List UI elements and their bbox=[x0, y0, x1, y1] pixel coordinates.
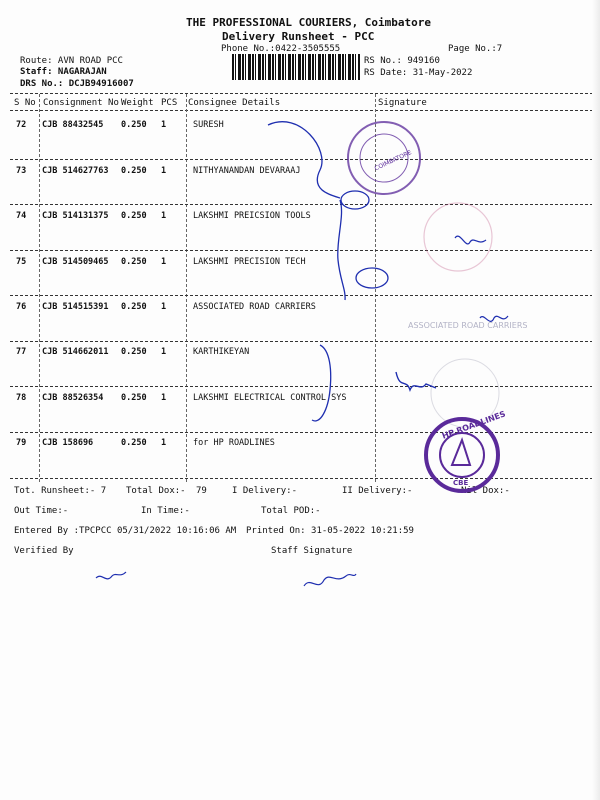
col-sno: S No bbox=[14, 98, 36, 108]
row-sno: 79 bbox=[16, 438, 27, 448]
row-consignee: NITHYANANDAN DEVARAAJ bbox=[193, 166, 301, 176]
faint-pink-stamp bbox=[424, 203, 492, 271]
row-sno: 78 bbox=[16, 393, 27, 403]
rs-number: RS No.: 949160 bbox=[364, 56, 440, 66]
col-signature: Signature bbox=[378, 98, 427, 108]
row-weight: 0.250 bbox=[121, 393, 147, 403]
row-consignment: CJB 88526354 bbox=[42, 393, 104, 403]
row-consignment: CJB 514662011 bbox=[42, 347, 109, 357]
coimbatore-stamp-text: COIMBATORE bbox=[373, 149, 413, 173]
col-consignee: Consignee Details bbox=[188, 98, 281, 108]
row-sno: 72 bbox=[16, 120, 27, 130]
row-sno: 73 bbox=[16, 166, 27, 176]
col-pcs: PCS bbox=[161, 98, 178, 108]
row-consignment: CJB 514515391 bbox=[42, 302, 109, 312]
row-consignee: SURESH bbox=[193, 120, 224, 130]
row-weight: 0.250 bbox=[121, 166, 147, 176]
row-consignment: CJB 514131375 bbox=[42, 211, 109, 221]
row-weight: 0.250 bbox=[121, 347, 147, 357]
document-title: Delivery Runsheet - PCC bbox=[222, 30, 375, 43]
row-pcs: 1 bbox=[161, 120, 167, 130]
verified-by: Verified By bbox=[14, 546, 74, 556]
row-pcs: 1 bbox=[161, 393, 167, 403]
row-consignee: for HP ROADLINES bbox=[193, 438, 275, 448]
row-pcs: 1 bbox=[161, 257, 167, 267]
row-pcs: 1 bbox=[161, 347, 167, 357]
row-weight: 0.250 bbox=[121, 211, 147, 221]
nil-dox: Nil Dox:- bbox=[461, 486, 510, 496]
drs-number: DRS No.: DCJB94916007 bbox=[20, 79, 134, 89]
total-dox-label: Total Dox:- bbox=[126, 486, 186, 496]
entered-by: Entered By :TPCPCC 05/31/2022 10:16:06 AM bbox=[14, 526, 237, 536]
company-name: THE PROFESSIONAL COURIERS, Coimbatore bbox=[186, 16, 432, 29]
row-consignment: CJB 514627763 bbox=[42, 166, 109, 176]
row-sno: 77 bbox=[16, 347, 27, 357]
row-sno: 75 bbox=[16, 257, 27, 267]
row-weight: 0.250 bbox=[121, 302, 147, 312]
row-consignee: KARTHIKEYAN bbox=[193, 347, 250, 357]
row-pcs: 1 bbox=[161, 211, 167, 221]
row-consignee: LAKSHMI ELECTRICAL CONTROL SYS bbox=[193, 393, 347, 403]
row-weight: 0.250 bbox=[121, 120, 147, 130]
staff-signature-label: Staff Signature bbox=[271, 546, 353, 556]
total-dox-value: 79 bbox=[196, 486, 207, 496]
printed-on: Printed On: 31-05-2022 10:21:59 bbox=[246, 526, 414, 536]
row-weight: 0.250 bbox=[121, 438, 147, 448]
page-number: Page No.:7 bbox=[448, 44, 503, 54]
row-sno: 76 bbox=[16, 302, 27, 312]
page-edge-shadow bbox=[592, 0, 600, 800]
hp-roadlines-stamp-text: HP ROADLINES bbox=[440, 409, 507, 441]
row-pcs: 1 bbox=[161, 438, 167, 448]
ii-delivery: II Delivery:- bbox=[342, 486, 413, 496]
row-consignment: CJB 88432545 bbox=[42, 120, 104, 130]
in-time: In Time:- bbox=[141, 506, 190, 516]
associated-stamp-text: ASSOCIATED ROAD CARRIERS bbox=[408, 321, 528, 330]
coimbatore-stamp bbox=[348, 122, 420, 194]
row-pcs: 1 bbox=[161, 302, 167, 312]
row-consignment: CJB 514509465 bbox=[42, 257, 109, 267]
row-consignee: LAKSHMI PRECISION TECH bbox=[193, 257, 306, 267]
total-runsheet: Tot. Runsheet:- 7 bbox=[14, 486, 107, 496]
row-consignment: CJB 158696 bbox=[42, 438, 94, 448]
i-delivery: I Delivery:- bbox=[232, 486, 298, 496]
hp-roadlines-stamp-city: CBE bbox=[453, 479, 469, 487]
row-weight: 0.250 bbox=[121, 257, 147, 267]
out-time: Out Time:- bbox=[14, 506, 69, 516]
col-consignment: Consignment No bbox=[43, 98, 119, 108]
row-consignee: ASSOCIATED ROAD CARRIERS bbox=[193, 302, 316, 312]
staff-name: Staff: NAGARAJAN bbox=[20, 67, 107, 77]
phone-number: Phone No.:0422-3505555 bbox=[221, 44, 341, 54]
row-consignee: LAKSHMI PREICSION TOOLS bbox=[193, 211, 311, 221]
row-pcs: 1 bbox=[161, 166, 167, 176]
rs-date: RS Date: 31-May-2022 bbox=[364, 68, 473, 78]
route: Route: AVN ROAD PCC bbox=[20, 56, 123, 66]
col-weight: Weight bbox=[121, 98, 154, 108]
row-sno: 74 bbox=[16, 211, 27, 221]
total-pod: Total POD:- bbox=[261, 506, 321, 516]
